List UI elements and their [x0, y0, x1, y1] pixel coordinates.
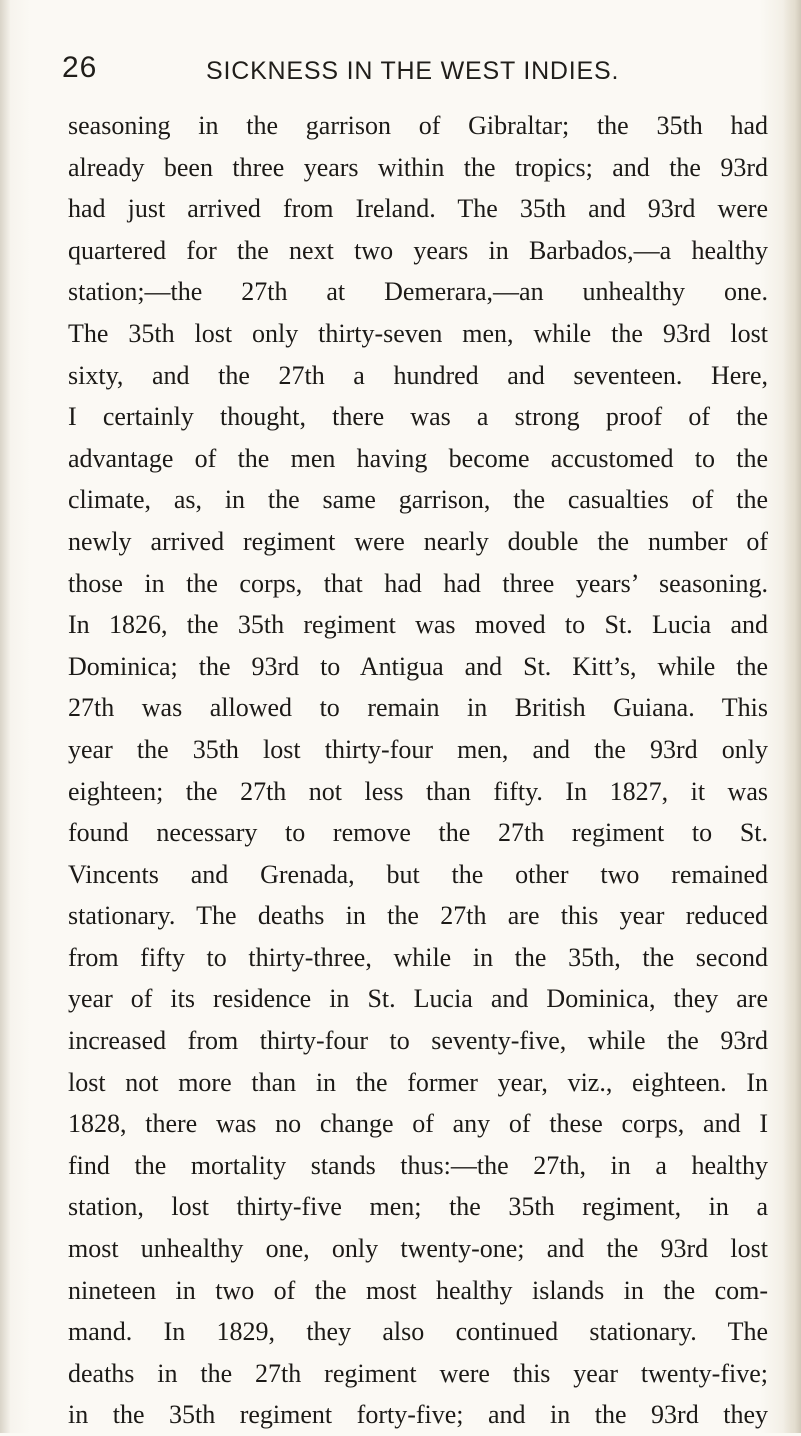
text-line: advantage of the men having become accustomed to the [68, 443, 768, 473]
text-line: Dominica; the 93rd to Antigua and St. Kitt’s, while the [68, 651, 768, 681]
text-line: year the 35th lost thirty-four men, and the 93rd only [68, 734, 768, 764]
text-line: climate, as, in the same garrison, the casualties of the [68, 485, 768, 515]
text-line: mand. In 1829, they also continued stationary. The [68, 1317, 768, 1347]
text-line: sixty, and the 27th a hundred and seventeen. Here, [68, 360, 768, 390]
text-line: eighteen; the 27th not less than fifty. In 1827, it was [68, 776, 768, 806]
text-line: year of its residence in St. Lucia and Dominica, they are [68, 984, 768, 1014]
text-line: those in the corps, that had had three years’ seasoning. [68, 568, 768, 598]
page-edge-shadow [783, 0, 801, 1433]
body-text [68, 105, 768, 1436]
text-line: find the mortality stands thus:—the 27th, in a healthy [68, 1150, 768, 1180]
text-line: quartered for the next two years in Barbados,—a healthy [68, 235, 768, 265]
text-line: in the 35th regiment forty-five; and in the 93rd they [68, 1400, 768, 1430]
page-gutter-shadow [0, 0, 10, 1433]
text-line: increased from thirty-four to seventy-five, while the 93rd [68, 1026, 768, 1056]
text-line: stationary. The deaths in the 27th are this year reduced [68, 901, 768, 931]
text-line: 27th was allowed to remain in British Guiana. This [68, 693, 768, 723]
text-line: 1828, there was no change of any of these corps, and I [68, 1109, 768, 1139]
text-line: Vincents and Grenada, but the other two remained [68, 859, 768, 889]
text-line: had just arrived from Ireland. The 35th and 93rd were [68, 194, 768, 224]
running-head: SICKNESS IN THE WEST INDIES. [206, 57, 620, 85]
text-line: station;—the 27th at Demerara,—an unhealthy one. [68, 277, 768, 307]
text-line: nineteen in two of the most healthy islands in the com- [68, 1275, 768, 1305]
text-line: station, lost thirty-five men; the 35th regiment, in a [68, 1192, 768, 1222]
page-number: 26 [62, 51, 98, 84]
text-line: lost not more than in the former year, viz., eighteen. In [68, 1067, 768, 1097]
text-line: In 1826, the 35th regiment was moved to St. Lucia and [68, 610, 768, 640]
text-line: from fifty to thirty-three, while in the 35th, the second [68, 942, 768, 972]
text-line: found necessary to remove the 27th regiment to St. [68, 818, 768, 848]
text-line: deaths in the 27th regiment were this year twenty-five; [68, 1358, 768, 1388]
text-line: seasoning in the garrison of Gibraltar; the 35th had [68, 111, 768, 140]
text-line: already been three years within the tropics; and the 93rd [68, 152, 768, 182]
text-line: newly arrived regiment were nearly double the number of [68, 526, 768, 556]
text-line: most unhealthy one, only twenty-one; and the 93rd lost [68, 1234, 768, 1264]
text-line: The 35th lost only thirty-seven men, while the 93rd lost [68, 318, 768, 348]
text-line: I certainly thought, there was a strong proof of the [68, 402, 768, 432]
